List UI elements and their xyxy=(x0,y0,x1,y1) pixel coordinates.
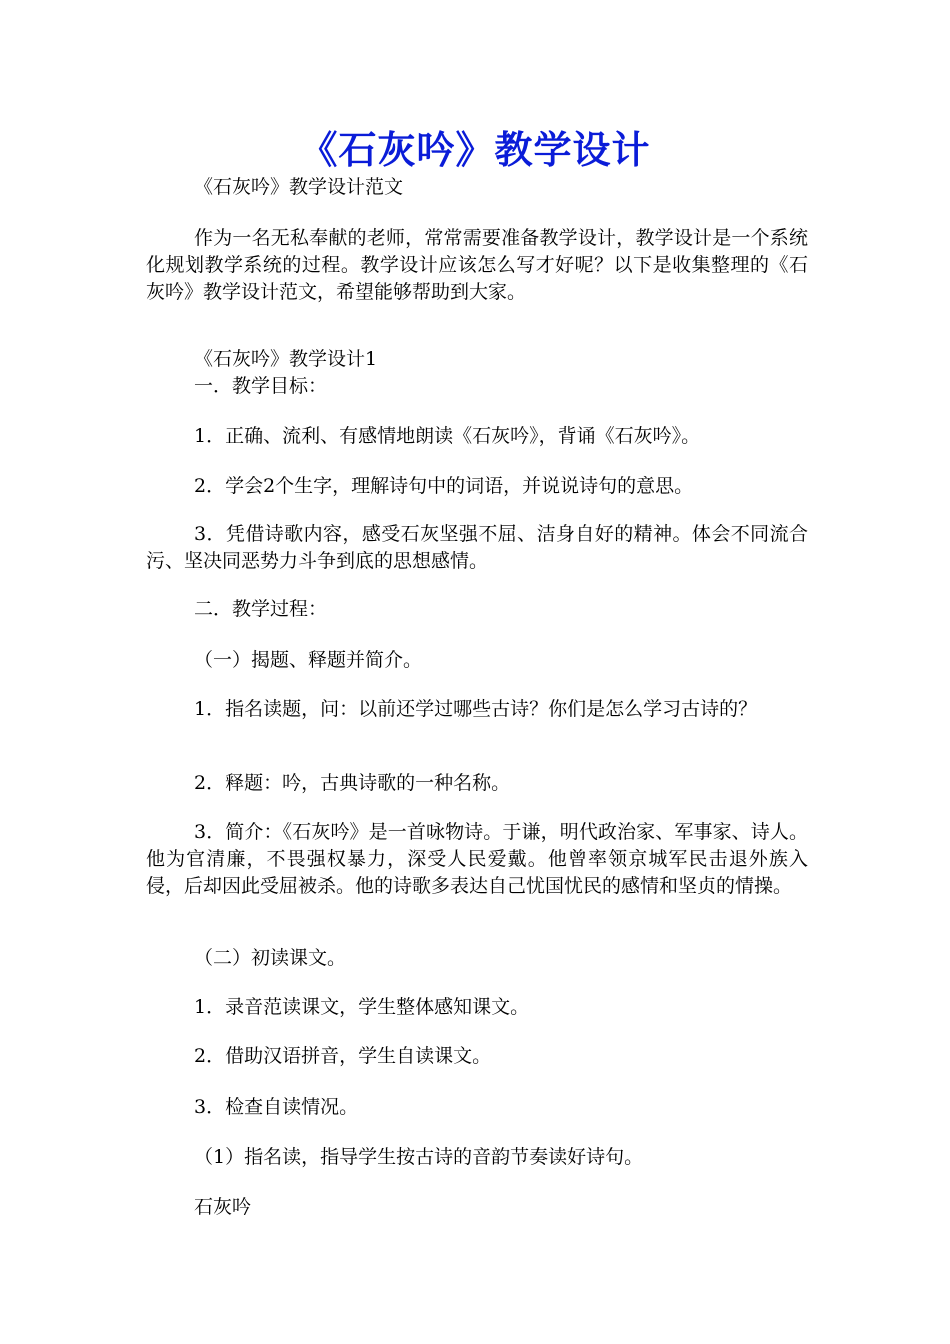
part-2-sub-item-1: （1）指名读，指导学生按古诗的音韵节奏读好诗句。 xyxy=(194,1146,644,1168)
goal-item-1: 1．正确、流利、有感情地朗读《石灰吟》，背诵《石灰吟》。 xyxy=(194,425,701,447)
part-1-item-1: 1．指名读题，问：以前还学过哪些古诗？你们是怎么学习古诗的？ xyxy=(194,698,758,720)
goal-item-2: 2．学会2个生字，理解诗句中的词语，并说说诗句的意思。 xyxy=(194,475,694,497)
section-heading: 《石灰吟》教学设计1 xyxy=(194,348,378,370)
document-title: 《石灰吟》教学设计 xyxy=(299,128,651,172)
goal-item-3: 3．凭借诗歌内容，感受石灰坚强不屈、洁身自好的精神。体会不同流合污、坚决同恶势力斗争到底的思想感情。 xyxy=(146,523,808,572)
part-2-heading: （二）初读课文。 xyxy=(194,947,347,969)
part-1-item-3: 3．简介：《石灰吟》是一首咏物诗。于谦，明代政治家、军事家、诗人。他为官清廉，不畏强权暴力，深受人民爱戴。他曾率领京城军民击退外族入侵，后却因此受屈被杀。他的诗歌多表达自己忧国忧民的感情和坚贞的情操。 xyxy=(146,821,808,897)
part-1-heading: （一）揭题、释题并简介。 xyxy=(194,649,423,671)
part-2-item-2: 2．借助汉语拼音，学生自读课文。 xyxy=(194,1045,492,1067)
part-2-item-1: 1．录音范读课文，学生整体感知课文。 xyxy=(194,996,530,1018)
poem-title: 石灰吟 xyxy=(194,1196,252,1218)
part-2-item-3: 3．检查自读情况。 xyxy=(194,1096,359,1118)
part-1-item-2: 2．释题：吟，古典诗歌的一种名称。 xyxy=(194,772,511,794)
intro-paragraph: 作为一名无私奉献的老师，常常需要准备教学设计，教学设计是一个系统化规划教学系统的过程。教学设计应该怎么写才好呢？以下是收集整理的《石灰吟》教学设计范文，希望能够帮助到大家。 xyxy=(146,227,808,303)
process-heading: 二．教学过程： xyxy=(194,598,328,620)
goals-heading: 一．教学目标： xyxy=(194,375,328,397)
document-subtitle: 《石灰吟》教学设计范文 xyxy=(194,176,404,198)
